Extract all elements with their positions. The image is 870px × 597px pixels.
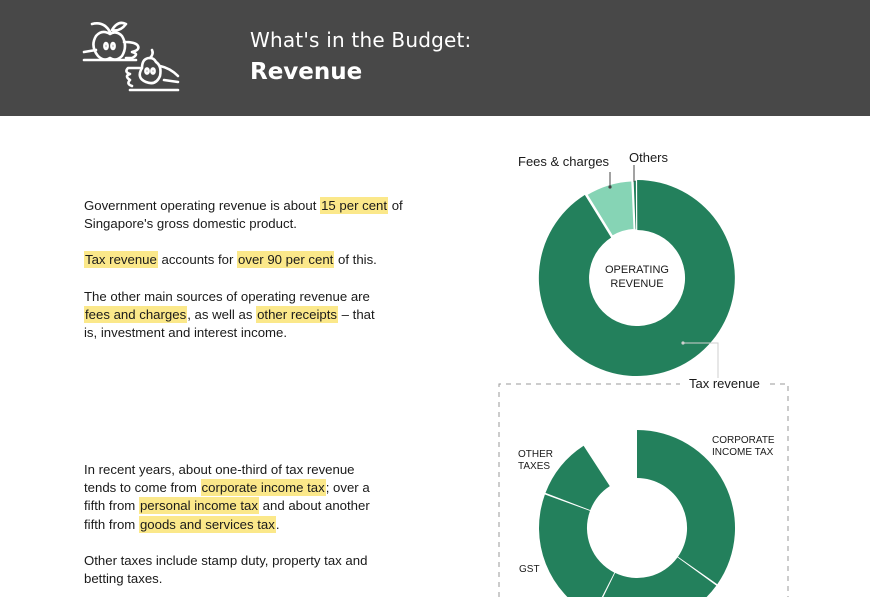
text: of Singapore's gross domestic product.: [84, 198, 403, 232]
text: accounts for: [157, 252, 238, 267]
label-fees-charges: Fees & charges: [518, 154, 610, 169]
header-subtitle: What's in the Budget:: [250, 28, 472, 52]
donut-segment-gst: [539, 495, 614, 597]
label-line: INCOME TAX: [712, 447, 774, 458]
highlight-over-90-per-cent: over 90 per cent: [238, 252, 334, 267]
text: The other main sources of operating revenue are: [84, 289, 370, 304]
text: Government operating revenue is about: [84, 198, 321, 213]
center-label-line2: REVENUE: [610, 278, 664, 290]
donut-center-label: [597, 263, 677, 291]
label-tax-revenue: Tax revenue: [689, 376, 760, 391]
highlight-personal-income-tax: personal income tax: [139, 498, 258, 514]
highlight-fees-and-charges: fees and charges: [85, 307, 187, 323]
text: , as well as: [187, 307, 257, 323]
label-line: CORPORATE: [712, 435, 775, 446]
label-others: Others: [629, 150, 669, 165]
text: In recent years, about one-third of tax revenue tends to come from: [84, 462, 355, 496]
highlight-15-per-cent: 15 per cent: [321, 198, 388, 213]
label-line: TAXES: [518, 461, 551, 472]
label-line: OTHER: [518, 449, 553, 460]
label-other-taxes: [518, 449, 553, 473]
highlight-corporate-income-tax: corporate income tax: [201, 480, 325, 496]
text: – that is, investment and interest income.: [84, 307, 375, 341]
label-gst: GST: [519, 564, 540, 575]
tax-donut: [539, 430, 735, 597]
text: and about another fifth from: [84, 498, 370, 532]
center-label-line1: OPERATING: [605, 264, 669, 276]
text: .: [275, 516, 280, 532]
header-title: Revenue: [250, 59, 363, 85]
text: Other taxes include stamp duty, property tax and betting taxes.: [84, 553, 368, 587]
label-corporate-income-tax: [712, 435, 775, 459]
text: ; over a fifth from: [84, 480, 370, 514]
text: of this.: [334, 252, 377, 267]
highlight-tax-revenue: Tax revenue: [85, 252, 157, 267]
highlight-gst: goods and services tax: [139, 516, 275, 532]
highlight-other-receipts: other receipts: [257, 307, 337, 323]
